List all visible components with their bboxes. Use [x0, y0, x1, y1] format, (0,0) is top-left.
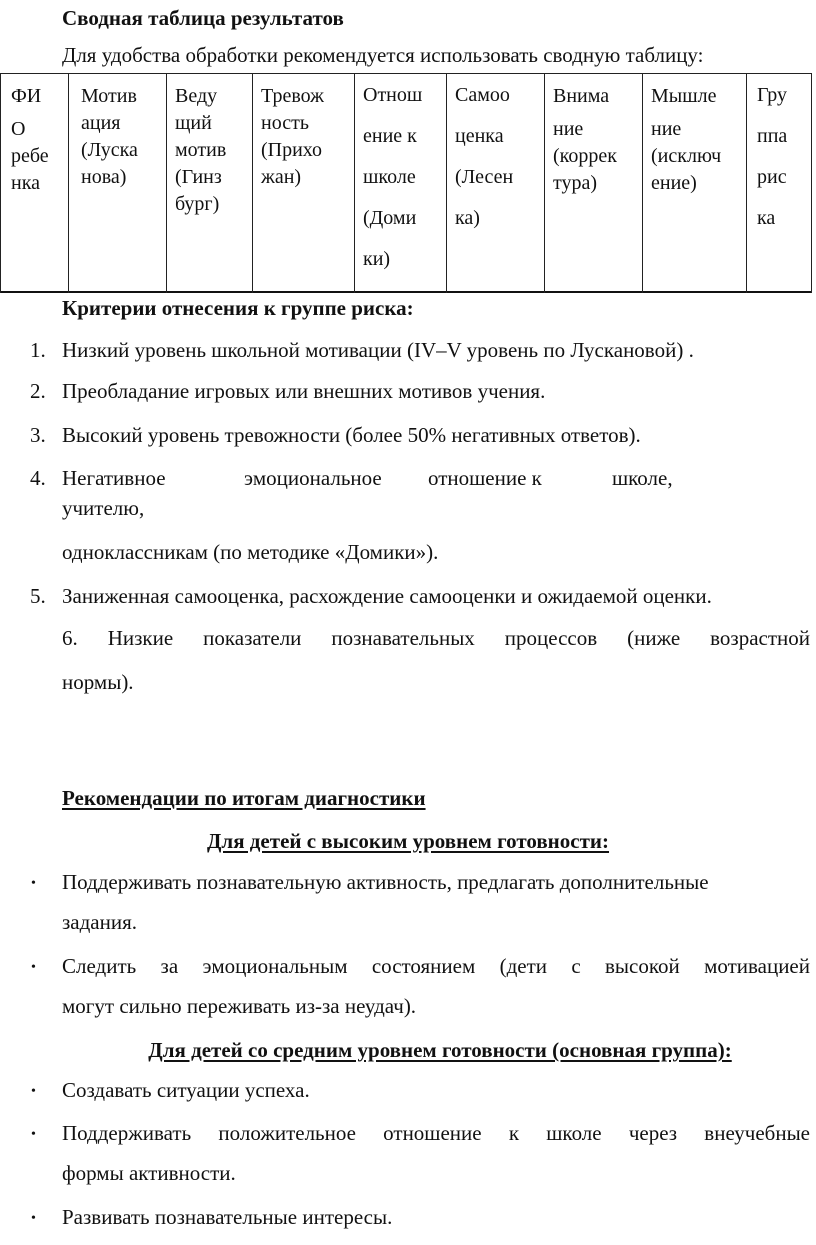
list-item-text: Низкие показатели познавательных процессов (ниже возрастной	[107, 626, 810, 650]
recommendations-heading: Рекомендации по итогам диагностики	[62, 786, 426, 810]
header-line: (Прихо	[261, 139, 323, 161]
header-line: ние	[651, 118, 682, 140]
list-number: 2.	[30, 379, 46, 403]
header-line: Отнош	[363, 84, 423, 106]
header-line: Гру	[757, 84, 788, 106]
table-header-cell	[252, 74, 354, 293]
header-line: ппа	[757, 125, 788, 147]
header-line: ки)	[363, 248, 391, 270]
list-item: Заниженная самооценка, расхождение самооценки и ожидаемой оценки.	[62, 584, 712, 608]
header-line: Тревож	[261, 85, 324, 107]
header-line: ребе	[11, 145, 49, 167]
header-line: жан)	[261, 166, 302, 188]
header-line: (исключ	[651, 145, 722, 167]
header-line: ение к	[363, 125, 417, 147]
header-line: ация	[81, 112, 121, 134]
header-line: (Лесен	[455, 166, 514, 188]
list-item-word: школе,	[612, 466, 673, 490]
bullet-item: Поддерживать положительное отношение к школе через внеучебные	[62, 1121, 810, 1145]
bullet-item: Поддерживать познавательную активность, предлагать дополнительные	[62, 870, 709, 894]
header-line: Внима	[553, 85, 610, 107]
bullet: •	[31, 1127, 36, 1142]
table-header-cell	[642, 74, 746, 293]
bullet-item-continuation: задания.	[62, 910, 138, 934]
header-line: нка	[11, 172, 40, 194]
header-line: ние	[553, 118, 584, 140]
criteria-heading: Критерии отнесения к группе риска:	[62, 296, 414, 320]
header-line: ность	[261, 112, 309, 134]
header-line: ФИ	[11, 85, 42, 107]
header-line: нова)	[81, 166, 127, 188]
summary-table	[0, 73, 812, 293]
list-item-word: эмоциональное	[244, 466, 382, 490]
list-item: Преобладание игровых или внешних мотивов учения.	[62, 379, 546, 403]
header-line: ка	[757, 207, 776, 229]
header-line: школе	[363, 166, 416, 188]
header-line: (Луска	[81, 139, 138, 161]
bullet-item: Развивать познавательные интересы.	[62, 1205, 393, 1229]
bullet-item: Создавать ситуации успеха.	[62, 1078, 310, 1102]
list-item-continuation: нормы).	[62, 670, 134, 694]
medium-readiness-heading: Для детей со средним уровнем готовности (основная группа):	[148, 1038, 732, 1062]
list-item-continuation: учителю,	[62, 496, 145, 520]
header-line: ка)	[455, 207, 480, 229]
bullet: •	[31, 1084, 36, 1099]
header-line: (Гинз	[175, 166, 222, 188]
header-line: ение)	[651, 172, 697, 194]
bullet-item-continuation: формы активности.	[62, 1161, 236, 1185]
header-line: (коррек	[553, 145, 617, 167]
header-line: рис	[757, 166, 787, 188]
list-item: Низкий уровень школьной мотивации (IV–V уровень по Лускановой) .	[62, 338, 694, 362]
list-item: Высокий уровень тревожности (более 50% негативных ответов).	[62, 423, 641, 447]
list-item-word: отношение к	[428, 466, 542, 490]
list-item	[62, 626, 810, 651]
list-number: 1.	[30, 338, 46, 362]
bullet-item: Следить за эмоциональным состоянием (дети с высокой мотивацией	[62, 954, 810, 978]
list-number: 3.	[30, 423, 46, 447]
table-header-cell	[544, 74, 642, 293]
list-item-continuation: одноклассникам (по методике «Домики»).	[62, 540, 439, 564]
header-line: (Доми	[363, 207, 417, 229]
table-header-cell	[446, 74, 544, 293]
bullet: •	[31, 960, 36, 975]
header-line: Мышле	[651, 85, 717, 107]
intro-text: Для удобства обработки рекомендуется использовать сводную таблицу:	[62, 43, 704, 67]
list-number: 4.	[30, 466, 46, 490]
page-title: Сводная таблица результатов	[62, 6, 344, 30]
bullet: •	[31, 1211, 36, 1226]
header-line: щий	[175, 112, 212, 134]
header-line: бург)	[175, 193, 220, 215]
high-readiness-heading: Для детей с высоким уровнем готовности:	[206, 829, 610, 853]
bullet: •	[31, 876, 36, 891]
list-number: 5.	[30, 584, 46, 608]
header-line: О	[11, 118, 26, 140]
header-line: Самоо	[455, 84, 510, 106]
table-header-cell	[0, 74, 68, 293]
table-header-cell	[166, 74, 252, 293]
table-header-cell	[746, 74, 812, 293]
bullet-item-continuation: могут сильно переживать из-за неудач).	[62, 994, 417, 1018]
header-line: тура)	[553, 172, 598, 194]
header-line: Веду	[175, 85, 218, 107]
table-header-cell	[68, 74, 166, 293]
table-header-cell	[354, 74, 446, 293]
header-line: ценка	[455, 125, 504, 147]
list-item-word: Негативное	[62, 466, 166, 490]
list-number: 6.	[62, 626, 78, 650]
header-line: Мотив	[81, 85, 137, 107]
header-line: мотив	[175, 139, 227, 161]
